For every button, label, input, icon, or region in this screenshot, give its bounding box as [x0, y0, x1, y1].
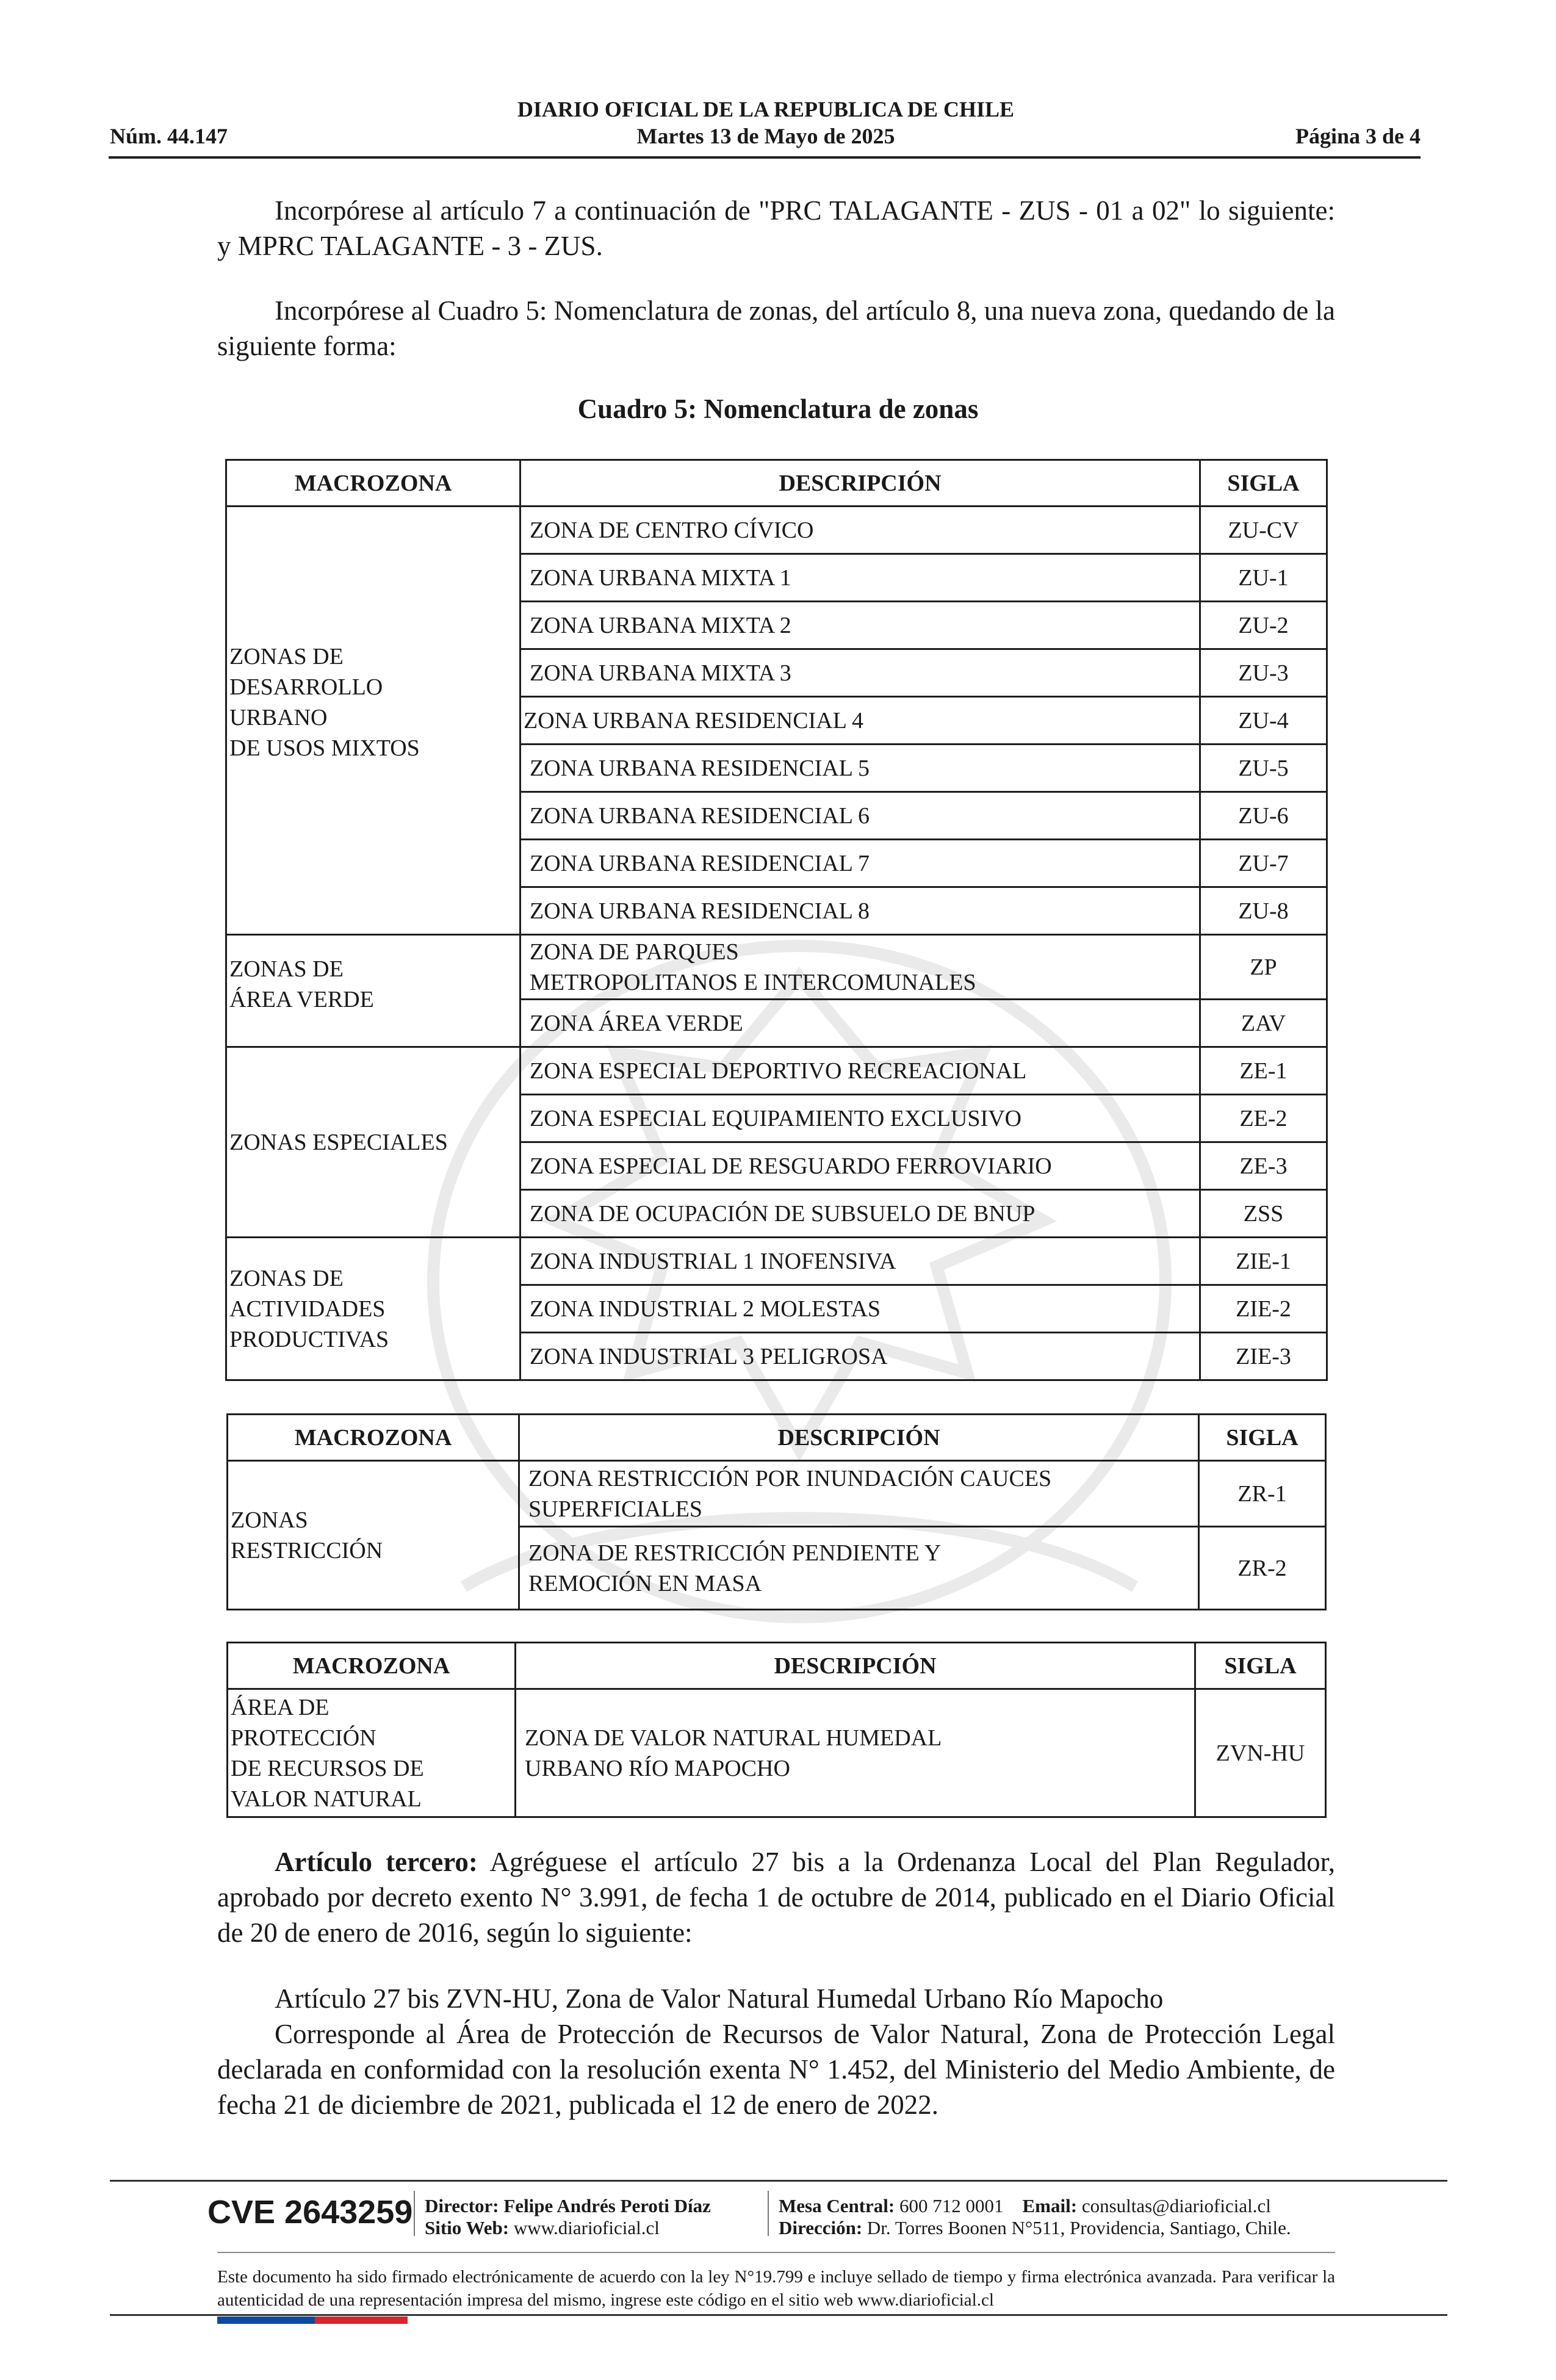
footer-address: Dirección: Dr. Torres Boonen N°511, Providencia, Santiago, Chile. [779, 2217, 1291, 2238]
zone-description: ZONA RESTRICCIÓN POR INUNDACIÓN CAUCES SUPERFICIALES [519, 1461, 1199, 1527]
header-macrozona: MACROZONA [226, 460, 520, 507]
zone-sigla: ZE-2 [1200, 1095, 1327, 1142]
paragraph-articulo-27-bis-body: Corresponde al Área de Protección de Recursos de Valor Natural, Zona de Protección Legal declarada en conformidad con la resolución exenta N° 1.452, del Ministerio del Medio Ambiente, de fecha 21 de diciembre de 2021, publicada el 12 de enero de 2022. [217, 2019, 1335, 2120]
header-descripcion: DESCRIPCIÓN [519, 1415, 1199, 1461]
zone-description: ZONA URBANA RESIDENCIAL 5 [520, 745, 1200, 792]
zone-description: ZONA URBANA MIXTA 3 [520, 649, 1200, 697]
footer-divider-middle [217, 2252, 1335, 2253]
cve-code: CVE 2643259 [207, 2194, 413, 2230]
website-link[interactable]: www.diarioficial.cl [513, 2217, 660, 2238]
zone-sigla: ZAV [1200, 1000, 1327, 1047]
footer-separator [414, 2191, 415, 2236]
zone-sigla: ZU-6 [1200, 792, 1327, 840]
zones-table-3 [226, 1642, 1327, 1818]
footer-divider-top [110, 2180, 1447, 2182]
zone-sigla: ZU-7 [1200, 840, 1327, 887]
zone-description: ZONA ÁREA VERDE [520, 1000, 1200, 1047]
zone-sigla: ZU-2 [1200, 602, 1327, 649]
newspaper-title: DIARIO OFICIAL DE LA REPUBLICA DE CHILE [517, 97, 1015, 121]
footer-separator [768, 2191, 769, 2236]
cuadro-title: Cuadro 5: Nomenclatura de zonas [577, 394, 979, 424]
zone-description: ZONA URBANA RESIDENCIAL 7 [520, 840, 1200, 887]
header-descripcion: DESCRIPCIÓN [516, 1643, 1195, 1689]
zone-sigla: ZU-CV [1200, 507, 1327, 554]
macrozona-cell: ZONAS RESTRICCIÓN [228, 1461, 519, 1610]
zone-sigla: ZIE-3 [1200, 1333, 1327, 1380]
zone-sigla: ZIE-1 [1200, 1238, 1327, 1285]
zone-description: ZONA DE PARQUES METROPOLITANOS E INTERCOMUNALES [520, 935, 1200, 1000]
macrozona-cell: ZONAS DE DESARROLLO URBANO DE USOS MIXTOS [226, 507, 520, 935]
issue-number: Núm. 44.147 [110, 124, 228, 148]
flag-stripe-red [315, 2317, 408, 2324]
header-sigla: SIGLA [1199, 1415, 1326, 1461]
footer-divider-bottom [110, 2314, 1447, 2316]
zone-sigla: ZSS [1200, 1190, 1327, 1238]
zone-sigla: ZU-1 [1200, 554, 1327, 602]
paragraph-articulo-tercero: Artículo tercero: Agréguese el artículo 27 bis a la Ordenanza Local del Plan Regulador, aprobado por decreto exento N° 3.991, de fecha 1 de octubre de 2014, publicado en el Diario Oficial de 20 de enero de 2016, según lo siguiente: [217, 1847, 1336, 1948]
zone-sigla: ZE-3 [1200, 1142, 1327, 1190]
macrozona-cell: ÁREA DE PROTECCIÓN DE RECURSOS DE VALOR NATURAL [228, 1689, 516, 1817]
zone-description: ZONA URBANA RESIDENCIAL 4 [520, 697, 1200, 745]
zone-sigla: ZP [1200, 935, 1327, 1000]
zone-sigla: ZU-4 [1200, 697, 1327, 745]
header-macrozona: MACROZONA [228, 1643, 516, 1689]
macrozona-cell: ZONAS DE ÁREA VERDE [226, 935, 520, 1047]
zone-description: ZONA ESPECIAL DE RESGUARDO FERROVIARIO [520, 1142, 1200, 1190]
header-sigla: SIGLA [1195, 1643, 1326, 1689]
header-divider [109, 156, 1421, 159]
zone-description: ZONA DE OCUPACIÓN DE SUBSUELO DE BNUP [520, 1190, 1200, 1238]
zone-description: ZONA URBANA MIXTA 2 [520, 602, 1200, 649]
footer-website: Sitio Web: www.diarioficial.cl [425, 2217, 660, 2238]
zone-sigla: ZU-8 [1200, 887, 1327, 935]
footer-mesa-central: Mesa Central: 600 712 0001 Email: consultas@diarioficial.cl [779, 2195, 1271, 2216]
zone-sigla: ZIE-2 [1200, 1285, 1327, 1333]
zone-description: ZONA ESPECIAL EQUIPAMIENTO EXCLUSIVO [520, 1095, 1200, 1142]
zone-description: ZONA URBANA MIXTA 1 [520, 554, 1200, 602]
footer-legal-notice: Este documento ha sido firmado electrónicamente de acuerdo con la ley N°19.799 e incluye sellado de tiempo y firma electrónica avanzada. Para verificar la autenticidad de una representación impresa del mismo, ingrese este código en el sitio web www.diarioficial.cl [217, 2267, 1335, 2310]
footer-director: Director: Felipe Andrés Peroti Díaz [425, 2195, 711, 2216]
paragraph-cuadro-5: Incorpórese al Cuadro 5: Nomenclatura de zonas, del artículo 8, una nueva zona, quedando de la siguiente forma: [217, 295, 1335, 361]
macrozona-cell: ZONAS ESPECIALES [226, 1047, 520, 1238]
zones-table-2 [226, 1413, 1327, 1610]
zone-sigla: ZR-1 [1199, 1461, 1326, 1527]
zone-description: ZONA DE RESTRICCIÓN PENDIENTE Y REMOCIÓN EN MASA [519, 1527, 1199, 1610]
page-indicator: Página 3 de 4 [1295, 124, 1421, 148]
header-macrozona: MACROZONA [228, 1415, 519, 1461]
zone-sigla: ZU-5 [1200, 745, 1327, 792]
zones-table-1 [225, 459, 1328, 1381]
zone-description: ZONA INDUSTRIAL 3 PELIGROSA [520, 1333, 1200, 1380]
zone-description: ZONA DE VALOR NATURAL HUMEDAL URBANO RÍO MAPOCHO [516, 1689, 1195, 1817]
articulo-tercero-label: Artículo tercero: [275, 1847, 478, 1877]
header-sigla: SIGLA [1200, 460, 1327, 507]
zone-description: ZONA URBANA RESIDENCIAL 8 [520, 887, 1200, 935]
flag-stripe-blue [217, 2317, 315, 2324]
zone-sigla: ZVN-HU [1195, 1689, 1326, 1817]
paragraph-articulo-27-bis-title: Artículo 27 bis ZVN-HU, Zona de Valor Natural Humedal Urbano Río Mapocho [275, 1983, 1164, 2014]
zone-sigla: ZU-3 [1200, 649, 1327, 697]
zone-description: ZONA URBANA RESIDENCIAL 6 [520, 792, 1200, 840]
zone-description: ZONA INDUSTRIAL 2 MOLESTAS [520, 1285, 1200, 1333]
paragraph-articulo-7: Incorpórese al artículo 7 a continuación de "PRC TALAGANTE - ZUS - 01 a 02" lo siguiente: y MPRC TALAGANTE - 3 - ZUS. [217, 195, 1335, 261]
email-link[interactable]: consultas@diarioficial.cl [1081, 2195, 1271, 2216]
macrozona-cell: ZONAS DE ACTIVIDADES PRODUCTIVAS [226, 1238, 520, 1380]
zone-description: ZONA INDUSTRIAL 1 INOFENSIVA [520, 1238, 1200, 1285]
zone-sigla: ZE-1 [1200, 1047, 1327, 1095]
zone-description: ZONA ESPECIAL DEPORTIVO RECREACIONAL [520, 1047, 1200, 1095]
issue-date: Martes 13 de Mayo de 2025 [636, 124, 895, 148]
header-descripcion: DESCRIPCIÓN [520, 460, 1200, 507]
zone-sigla: ZR-2 [1199, 1527, 1326, 1610]
zone-description: ZONA DE CENTRO CÍVICO [520, 507, 1200, 554]
